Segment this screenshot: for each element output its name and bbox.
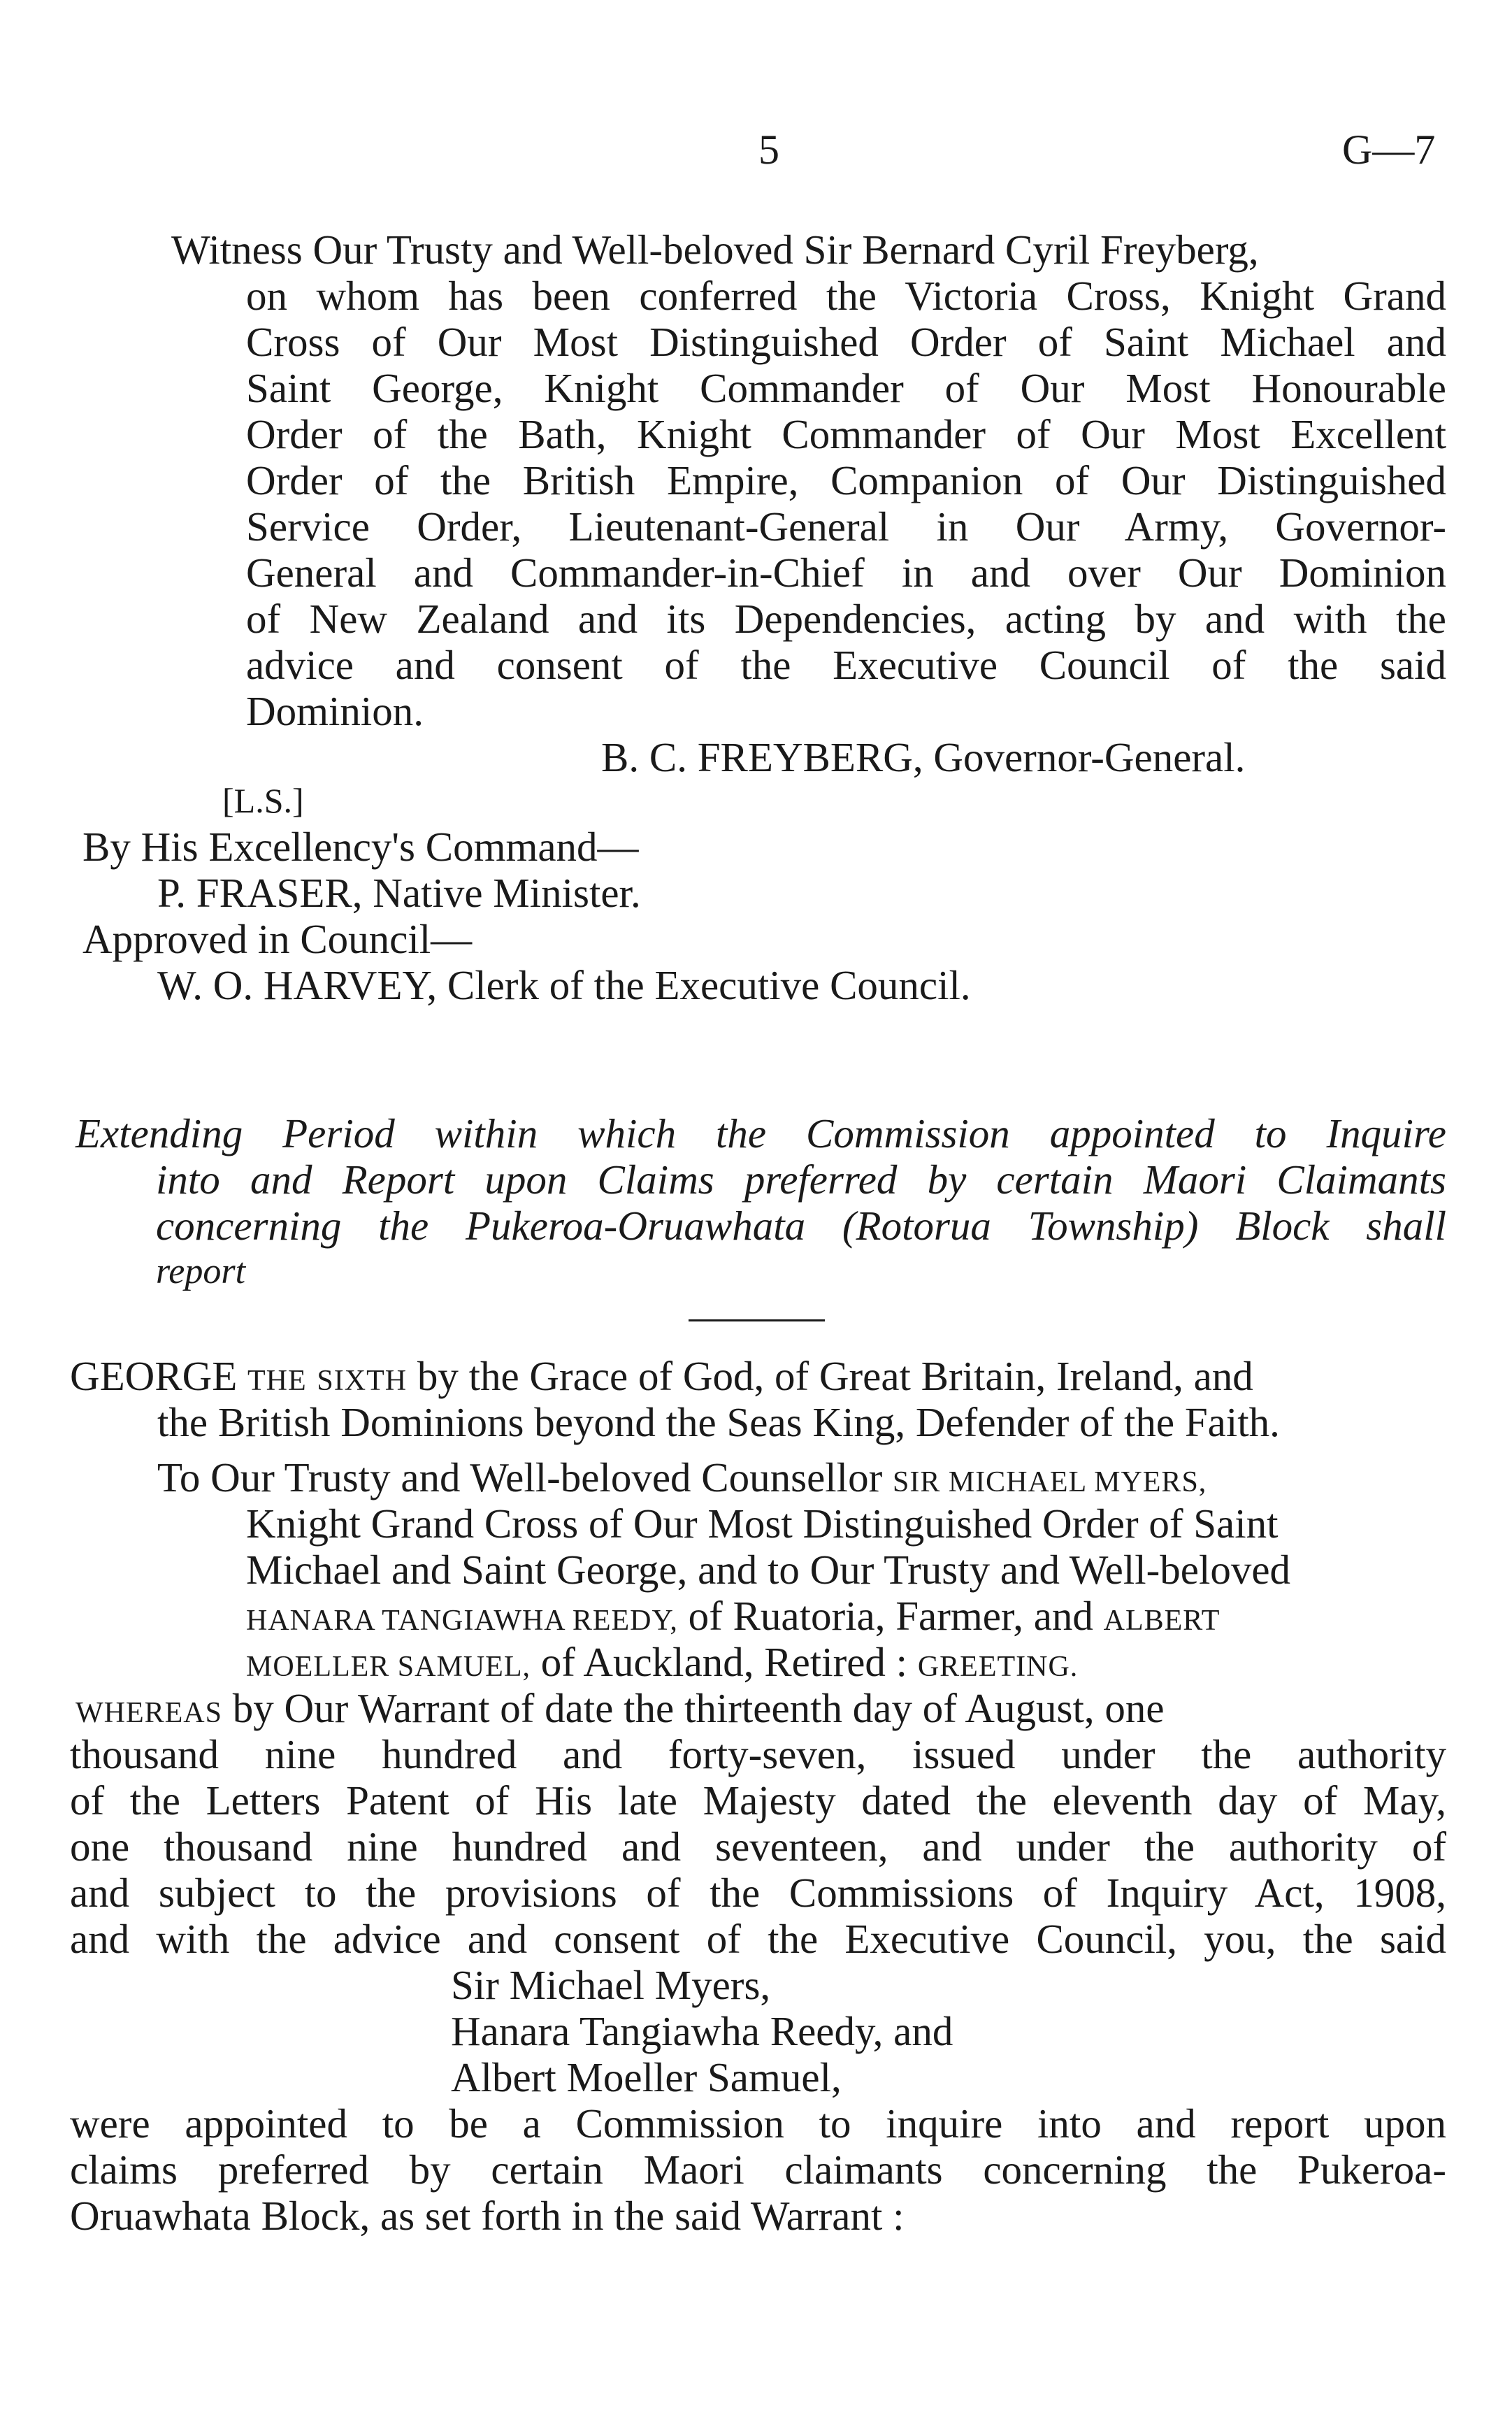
king-line-2: the British Dominions beyond the Seas King, Defender of the Faith. bbox=[157, 1399, 1280, 1445]
minister-line: P. FRASER, Native Minister. bbox=[157, 870, 641, 916]
addressee-line-2: Knight Grand Cross of Our Most Distinguished Order of Saint bbox=[246, 1500, 1279, 1547]
closing-line-2: claims preferred by certain Maori claimants concerning the Pukeroa- bbox=[70, 2147, 1446, 2193]
witness-line-5: Order of the Bath, Knight Commander of Our Most Excellent bbox=[246, 411, 1446, 457]
addressee-line-4-rest: of Ruatoria, Farmer, and bbox=[688, 1593, 1093, 1639]
witness-line-6: Order of the British Empire, Companion of Our Distinguished bbox=[246, 457, 1446, 503]
witness-line-8: General and Commander-in-Chief in and over Our Dominion bbox=[246, 550, 1446, 596]
addressee-name-samuel: MOELLER SAMUEL, bbox=[246, 1651, 531, 1683]
addressee-line-5 bbox=[246, 1639, 1078, 1690]
witness-line-3: Cross of Our Most Distinguished Order of Saint Michael and bbox=[246, 319, 1446, 365]
addressee-line-5-rest: of Auckland, Retired : bbox=[540, 1639, 908, 1685]
document-code: G—7 bbox=[1342, 127, 1436, 173]
whereas-line-2: thousand nine hundred and forty-seven, issued under the authority bbox=[70, 1731, 1446, 1777]
whereas-line-5: and subject to the provisions of the Commissions of Inquiry Act, 1908, bbox=[70, 1870, 1446, 1916]
addressee-line-1 bbox=[157, 1454, 1207, 1505]
addressee-intro: To Our Trusty and Well-beloved Counsellor bbox=[157, 1454, 883, 1500]
commissioner-name-1: Sir Michael Myers, bbox=[451, 1962, 771, 2008]
witness-line-11: Dominion. bbox=[246, 688, 424, 734]
commissioner-name-3: Albert Moeller Samuel, bbox=[451, 2054, 842, 2100]
king-line-1-rest: by the Grace of God, of Great Britain, Ireland, and bbox=[417, 1353, 1253, 1399]
king-line-1 bbox=[70, 1353, 1253, 1404]
section-divider bbox=[689, 1319, 825, 1321]
witness-line-10: advice and consent of the Executive Council of the said bbox=[246, 642, 1446, 688]
approved-line: Approved in Council— bbox=[82, 916, 473, 962]
addressee-name-myers: SIR MICHAEL MYERS, bbox=[892, 1466, 1207, 1498]
whereas-line-1 bbox=[75, 1685, 1165, 1736]
heading-line-2: into and Report upon Claims preferred by certain Maori Claimants bbox=[156, 1156, 1446, 1203]
whereas-line-4: one thousand nine hundred and seventeen, and under the authority of bbox=[70, 1823, 1446, 1870]
witness-line-1: Witness Our Trusty and Well-beloved Sir Bernard Cyril Freyberg, bbox=[171, 227, 1259, 273]
whereas-line-6: and with the advice and consent of the Executive Council, you, the said bbox=[70, 1916, 1446, 1962]
witness-line-9: of New Zealand and its Dependencies, acting by and with the bbox=[246, 596, 1446, 642]
whereas-word: WHEREAS bbox=[75, 1697, 222, 1729]
clerk-line: W. O. HARVEY, Clerk of the Executive Council. bbox=[157, 962, 971, 1008]
king-sixth: SIXTH bbox=[317, 1365, 408, 1397]
commissioner-name-2: Hanara Tangiawha Reedy, and bbox=[451, 2008, 953, 2054]
heading-line-3: concerning the Pukeroa-Oruawhata (Rotorua Township) Block shall bbox=[156, 1203, 1446, 1249]
seal-mark: [L.S.] bbox=[222, 781, 304, 820]
heading-line-1: Extending Period within which the Commission appointed to Inquire bbox=[75, 1110, 1446, 1156]
governor-signature: B. C. FREYBERG, Governor-General. bbox=[601, 734, 1246, 780]
witness-line-7: Service Order, Lieutenant-General in Our Army, Governor- bbox=[246, 503, 1446, 550]
witness-line-2: on whom has been conferred the Victoria Cross, Knight Grand bbox=[246, 273, 1446, 319]
king-name-first: GEORGE bbox=[70, 1353, 238, 1399]
witness-line-4: Saint George, Knight Commander of Our Most Honourable bbox=[246, 365, 1446, 411]
king-the: THE bbox=[247, 1365, 307, 1397]
closing-line-1: were appointed to be a Commission to inquire into and report upon bbox=[70, 2100, 1446, 2147]
closing-line-3: Oruawhata Block, as set forth in the said Warrant : bbox=[70, 2193, 905, 2239]
addressee-name-reedy: HANARA TANGIAWHA REEDY, bbox=[246, 1605, 678, 1637]
page-number: 5 bbox=[758, 127, 779, 173]
whereas-line-3: of the Letters Patent of His late Majesty dated the eleventh day of May, bbox=[70, 1777, 1446, 1823]
command-line: By His Excellency's Command— bbox=[82, 824, 639, 870]
whereas-line-1-rest: by Our Warrant of date the thirteenth day of August, one bbox=[232, 1685, 1165, 1731]
addressee-name-albert: ALBERT bbox=[1103, 1605, 1221, 1637]
addressee-line-4 bbox=[246, 1593, 1220, 1644]
addressee-line-3: Michael and Saint George, and to Our Trusty and Well-beloved bbox=[246, 1547, 1291, 1593]
heading-line-4: report bbox=[156, 1252, 246, 1291]
greeting: GREETING. bbox=[917, 1651, 1079, 1683]
